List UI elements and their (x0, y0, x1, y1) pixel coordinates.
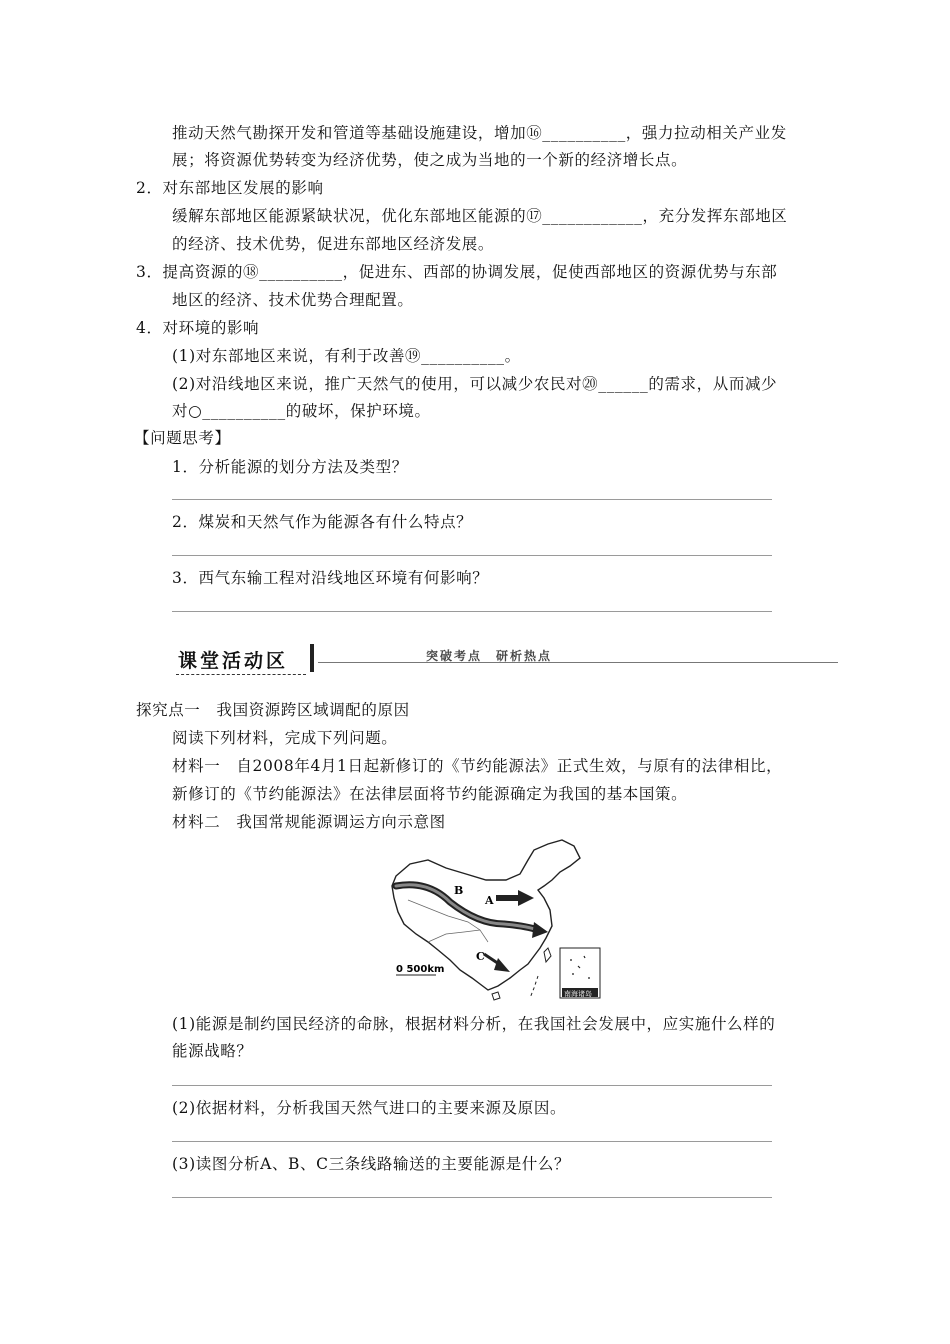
question: (2)依据材料，分析我国天然气进口的主要来源及原因。 (172, 1099, 567, 1117)
map-label-a: A (485, 894, 494, 907)
answer-line[interactable] (172, 1197, 772, 1198)
section-heading: 3．提高资源的⑱__________，促进东、西部的协调发展，促使西部地区的资源优势与东部 (136, 263, 778, 281)
answer-line[interactable] (172, 611, 772, 612)
answer-line[interactable] (172, 555, 772, 556)
taiwan-island (544, 948, 551, 962)
banner-divider (310, 644, 314, 672)
question: 3．西气东输工程对沿线地区环境有何影响？ (172, 569, 489, 587)
hainan-island (492, 992, 500, 1000)
dashed-boundary (530, 976, 538, 998)
map-label-b: B (454, 884, 464, 897)
paragraph-line: 推动天然气勘探开发和管道等基础设施建设，增加⑯__________，强力拉动相关产业发 (172, 124, 787, 142)
banner-underline (176, 674, 306, 675)
map-label-c: C (476, 950, 485, 963)
question: 1．分析能源的划分方法及类型？ (172, 458, 408, 476)
answer-line[interactable] (172, 1141, 772, 1142)
thinking-heading: 【问题思考】 (134, 429, 231, 447)
paragraph-line: 新修订的《节约能源法》在法律层面将节约能源确定为我国的基本国策。 (172, 785, 688, 803)
paragraph-line: 材料一 自2008年4月1日起新修订的《节约能源法》正式生效，与原有的法律相比， (172, 757, 783, 775)
paragraph-line: 展；将资源优势转变为经济优势，使之成为当地的一个新的经济增长点。 (172, 151, 688, 169)
paragraph-line: 阅读下列材料，完成下列问题。 (172, 729, 398, 747)
paragraph-line: 缓解东部地区能源紧缺状况，优化东部地区能源的⑰____________，充分发挥东部地区 (172, 207, 788, 225)
question: 2．煤炭和天然气作为能源各有什么特点？ (172, 513, 473, 531)
question: (3)读图分析A、B、C三条线路输送的主要能源是什么？ (172, 1155, 571, 1173)
paragraph-line: (2)对沿线地区来说，推广天然气的使用，可以减少农民对⑳______的需求，从而减少 (172, 375, 778, 393)
section-banner (172, 640, 838, 680)
paragraph-line: 对○__________的破坏，保护环境。 (172, 402, 431, 420)
banner-subtitle: 突破考点 研析热点 (426, 649, 553, 663)
paragraph-line: 地区的经济、技术优势合理配置。 (172, 291, 414, 309)
question: 能源战略？ (172, 1042, 253, 1060)
map-scale-label: 0 500km (396, 964, 445, 975)
section-heading: 2．对东部地区发展的影响 (136, 179, 324, 197)
energy-transport-map (388, 838, 620, 1008)
paragraph-line: (1)对东部地区来说，有利于改善⑲__________。 (172, 347, 521, 365)
explore-title: 探究点一 我国资源跨区域调配的原因 (136, 701, 410, 719)
material-caption: 材料二 我国常规能源调运方向示意图 (172, 813, 446, 831)
banner-title: 课堂活动区 (178, 650, 289, 672)
answer-line[interactable] (172, 499, 772, 500)
paragraph-line: 的经济、技术优势，促进东部地区经济发展。 (172, 235, 495, 253)
question: (1)能源是制约国民经济的命脉，根据材料分析，在我国社会发展中，应实施什么样的 (172, 1015, 776, 1033)
inset-label: 南海诸岛 (564, 990, 592, 998)
banner-rule (318, 662, 838, 663)
answer-line[interactable] (172, 1085, 772, 1086)
section-heading: 4．对环境的影响 (136, 319, 260, 337)
